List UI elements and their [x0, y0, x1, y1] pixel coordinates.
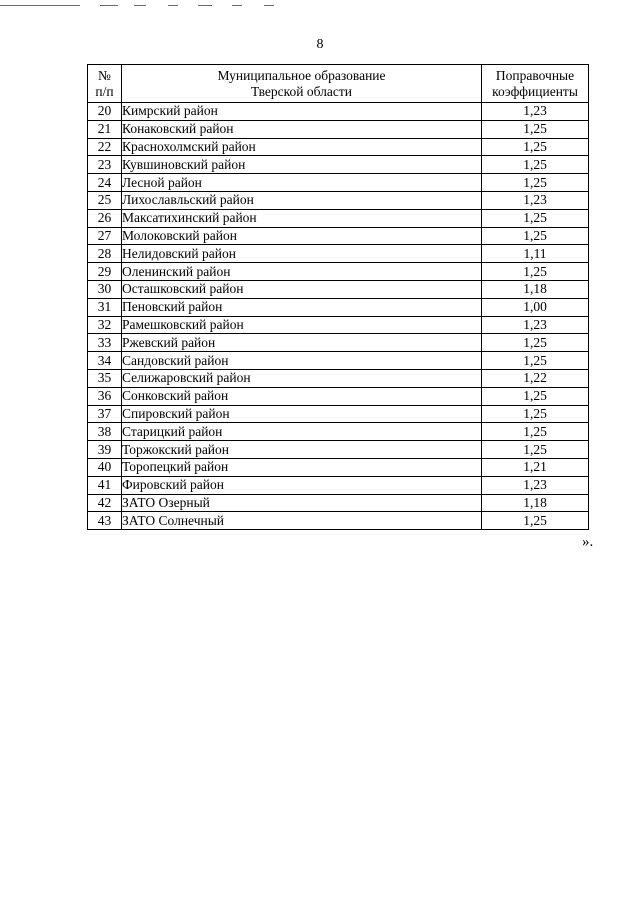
table-row	[88, 405, 589, 423]
row-municipality: Сандовский район	[122, 352, 482, 370]
row-municipality: Лихославльский район	[122, 191, 482, 209]
coefficients-table	[87, 64, 589, 530]
table-row	[88, 423, 589, 441]
row-coefficient: 1,25	[482, 120, 589, 138]
row-municipality: Сонковский район	[122, 387, 482, 405]
row-number: 31	[88, 298, 122, 316]
header-municipality: Муниципальное образование Тверской области	[122, 65, 482, 103]
closing-quote: ».	[582, 534, 594, 550]
row-coefficient: 1,25	[482, 156, 589, 174]
row-coefficient: 1,23	[482, 476, 589, 494]
row-coefficient: 1,25	[482, 263, 589, 281]
row-municipality: Молоковский район	[122, 227, 482, 245]
row-coefficient: 1,25	[482, 209, 589, 227]
row-coefficient: 1,25	[482, 352, 589, 370]
row-municipality: Оленинский район	[122, 263, 482, 281]
table-row	[88, 298, 589, 316]
row-number: 43	[88, 512, 122, 530]
row-number: 35	[88, 369, 122, 387]
table-row	[88, 280, 589, 298]
table-row	[88, 352, 589, 370]
row-coefficient: 1,25	[482, 138, 589, 156]
row-number: 23	[88, 156, 122, 174]
row-municipality: Торжокский район	[122, 441, 482, 459]
table-row	[88, 334, 589, 352]
table-row	[88, 441, 589, 459]
row-coefficient: 1,18	[482, 280, 589, 298]
row-coefficient: 1,21	[482, 458, 589, 476]
table-row	[88, 458, 589, 476]
row-municipality: Торопецкий район	[122, 458, 482, 476]
table-row	[88, 263, 589, 281]
row-number: 32	[88, 316, 122, 334]
row-coefficient: 1,25	[482, 387, 589, 405]
row-number: 34	[88, 352, 122, 370]
row-municipality: Пеновский район	[122, 298, 482, 316]
row-coefficient: 1,25	[482, 441, 589, 459]
row-coefficient: 1,23	[482, 103, 589, 121]
table-body	[88, 103, 589, 530]
row-coefficient: 1,23	[482, 316, 589, 334]
row-municipality: Максатихинский район	[122, 209, 482, 227]
row-number: 38	[88, 423, 122, 441]
row-number: 36	[88, 387, 122, 405]
row-municipality: ЗАТО Озерный	[122, 494, 482, 512]
table-row	[88, 369, 589, 387]
scan-edge-marks	[0, 0, 640, 8]
row-number: 39	[88, 441, 122, 459]
table-row	[88, 209, 589, 227]
row-number: 22	[88, 138, 122, 156]
row-municipality: Ржевский район	[122, 334, 482, 352]
table-row	[88, 138, 589, 156]
row-municipality: Фировский район	[122, 476, 482, 494]
table-row	[88, 476, 589, 494]
table-row	[88, 156, 589, 174]
table-row	[88, 512, 589, 530]
table-row	[88, 103, 589, 121]
table-row	[88, 191, 589, 209]
row-number: 33	[88, 334, 122, 352]
row-municipality: Рамешковский район	[122, 316, 482, 334]
row-number: 21	[88, 120, 122, 138]
table-row	[88, 227, 589, 245]
row-municipality: Нелидовский район	[122, 245, 482, 263]
table-header-row	[88, 65, 589, 103]
row-number: 26	[88, 209, 122, 227]
row-municipality: Старицкий район	[122, 423, 482, 441]
row-number: 40	[88, 458, 122, 476]
row-municipality: Конаковский район	[122, 120, 482, 138]
row-coefficient: 1,25	[482, 423, 589, 441]
row-number: 28	[88, 245, 122, 263]
row-municipality: Кувшиновский район	[122, 156, 482, 174]
row-coefficient: 1,23	[482, 191, 589, 209]
row-number: 25	[88, 191, 122, 209]
row-municipality: Спировский район	[122, 405, 482, 423]
header-number: № п/п	[88, 65, 122, 103]
table-row	[88, 245, 589, 263]
row-coefficient: 1,11	[482, 245, 589, 263]
table-row	[88, 174, 589, 192]
row-number: 37	[88, 405, 122, 423]
row-number: 42	[88, 494, 122, 512]
row-number: 20	[88, 103, 122, 121]
row-coefficient: 1,25	[482, 334, 589, 352]
row-municipality: Кимрский район	[122, 103, 482, 121]
row-coefficient: 1,22	[482, 369, 589, 387]
row-coefficient: 1,00	[482, 298, 589, 316]
row-municipality: Лесной район	[122, 174, 482, 192]
row-coefficient: 1,18	[482, 494, 589, 512]
row-coefficient: 1,25	[482, 174, 589, 192]
table-row	[88, 387, 589, 405]
row-municipality: Осташковский район	[122, 280, 482, 298]
row-municipality: Краснохолмский район	[122, 138, 482, 156]
row-coefficient: 1,25	[482, 227, 589, 245]
row-municipality: ЗАТО Солнечный	[122, 512, 482, 530]
header-coefficient: Поправочные коэффициенты	[482, 65, 589, 103]
row-number: 27	[88, 227, 122, 245]
row-number: 24	[88, 174, 122, 192]
table-row	[88, 316, 589, 334]
row-number: 41	[88, 476, 122, 494]
table-row	[88, 120, 589, 138]
table-row	[88, 494, 589, 512]
row-coefficient: 1,25	[482, 405, 589, 423]
row-coefficient: 1,25	[482, 512, 589, 530]
row-number: 30	[88, 280, 122, 298]
page-number: 8	[316, 37, 324, 52]
row-number: 29	[88, 263, 122, 281]
row-municipality: Селижаровский район	[122, 369, 482, 387]
